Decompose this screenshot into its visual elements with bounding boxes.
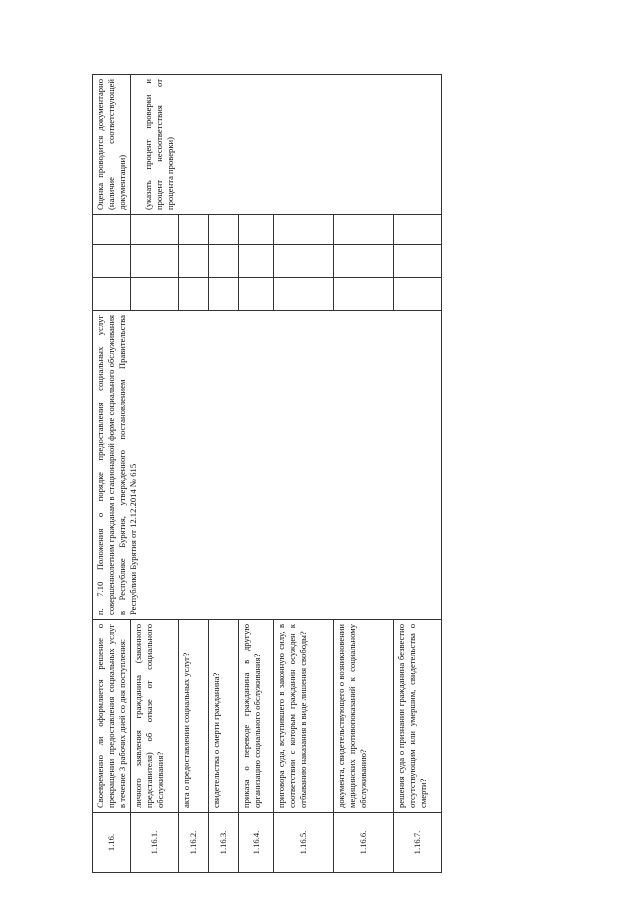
answer-yes-cell	[179, 278, 209, 311]
answer-no-cell	[209, 245, 239, 278]
not-applicable-cell	[179, 215, 209, 245]
answer-no-cell	[334, 245, 394, 278]
answer-no-cell	[274, 245, 334, 278]
question-cell: Своевременно ли оформляется решение о прекращении предоставления социальных услуг в течение 3 рабочих дней со дня поступления:	[93, 620, 131, 813]
note-instruction: (указать процент проверки и процент несоответствия от процента проверки)	[143, 79, 175, 210]
item-number: 1.16.6.	[334, 813, 394, 873]
answer-no-cell	[93, 245, 131, 278]
table-row	[93, 75, 131, 873]
not-applicable-cell	[209, 215, 239, 245]
item-number: 1.16.3.	[209, 813, 239, 873]
answer-yes-cell	[274, 278, 334, 311]
item-number: 1.16.	[93, 813, 131, 873]
item-number: 1.16.5.	[274, 813, 334, 873]
question-cell: свидетельства о смерти гражданина?	[209, 620, 239, 813]
answer-no-cell	[239, 245, 274, 278]
question-cell: решения суда о признании гражданина безвестно отсутствующим или умершим, свидетельства о смерти?	[394, 620, 442, 813]
note-cell: Оценка проводится документарно (наличие соответствующей документации)	[93, 75, 131, 215]
answer-no-cell	[394, 245, 442, 278]
not-applicable-cell	[274, 215, 334, 245]
not-applicable-cell	[394, 215, 442, 245]
not-applicable-cell	[93, 215, 131, 245]
answer-no-cell	[179, 245, 209, 278]
question-cell: приказа о переводе гражданина в другую организацию социального обслуживания?	[239, 620, 274, 813]
item-number: 1.16.1.	[131, 813, 179, 873]
item-number: 1.16.7.	[394, 813, 442, 873]
rotated-table-wrapper	[92, 75, 577, 873]
answer-yes-cell	[394, 278, 442, 311]
not-applicable-cell	[131, 215, 179, 245]
answer-yes-cell	[131, 278, 179, 311]
question-cell: акта о предоставлении социальных услуг?	[179, 620, 209, 813]
not-applicable-cell	[334, 215, 394, 245]
item-number: 1.16.2.	[179, 813, 209, 873]
not-applicable-cell	[239, 215, 274, 245]
legal-reference-cell: п. 7.10 Положения о порядке предоставления социальных услуг совершеннолетним гражданам в стационарной форме социального обслуживания в Республике Бурятия, утвержденного постановлением Правительства Республики Бурятия от 12.12.2014 № 615	[93, 311, 442, 620]
answer-yes-cell	[209, 278, 239, 311]
question-cell: документа, свидетельствующего о возникновении медицинских противопоказаний к социальному обслуживанию?	[334, 620, 394, 813]
note-cell	[131, 75, 442, 215]
item-number: 1.16.4.	[239, 813, 274, 873]
checklist-table	[92, 74, 442, 873]
question-cell: приговора суда, вступившего в законную силу, в соответствии с которым гражданин осужден к отбыванию наказания в виде лишения свободы?	[274, 620, 334, 813]
answer-yes-cell	[93, 278, 131, 311]
question-cell: личного заявления гражданина (законного представителя) об отказе от социального обслуживания?	[131, 620, 179, 813]
answer-yes-cell	[334, 278, 394, 311]
answer-yes-cell	[239, 278, 274, 311]
answer-no-cell	[131, 245, 179, 278]
